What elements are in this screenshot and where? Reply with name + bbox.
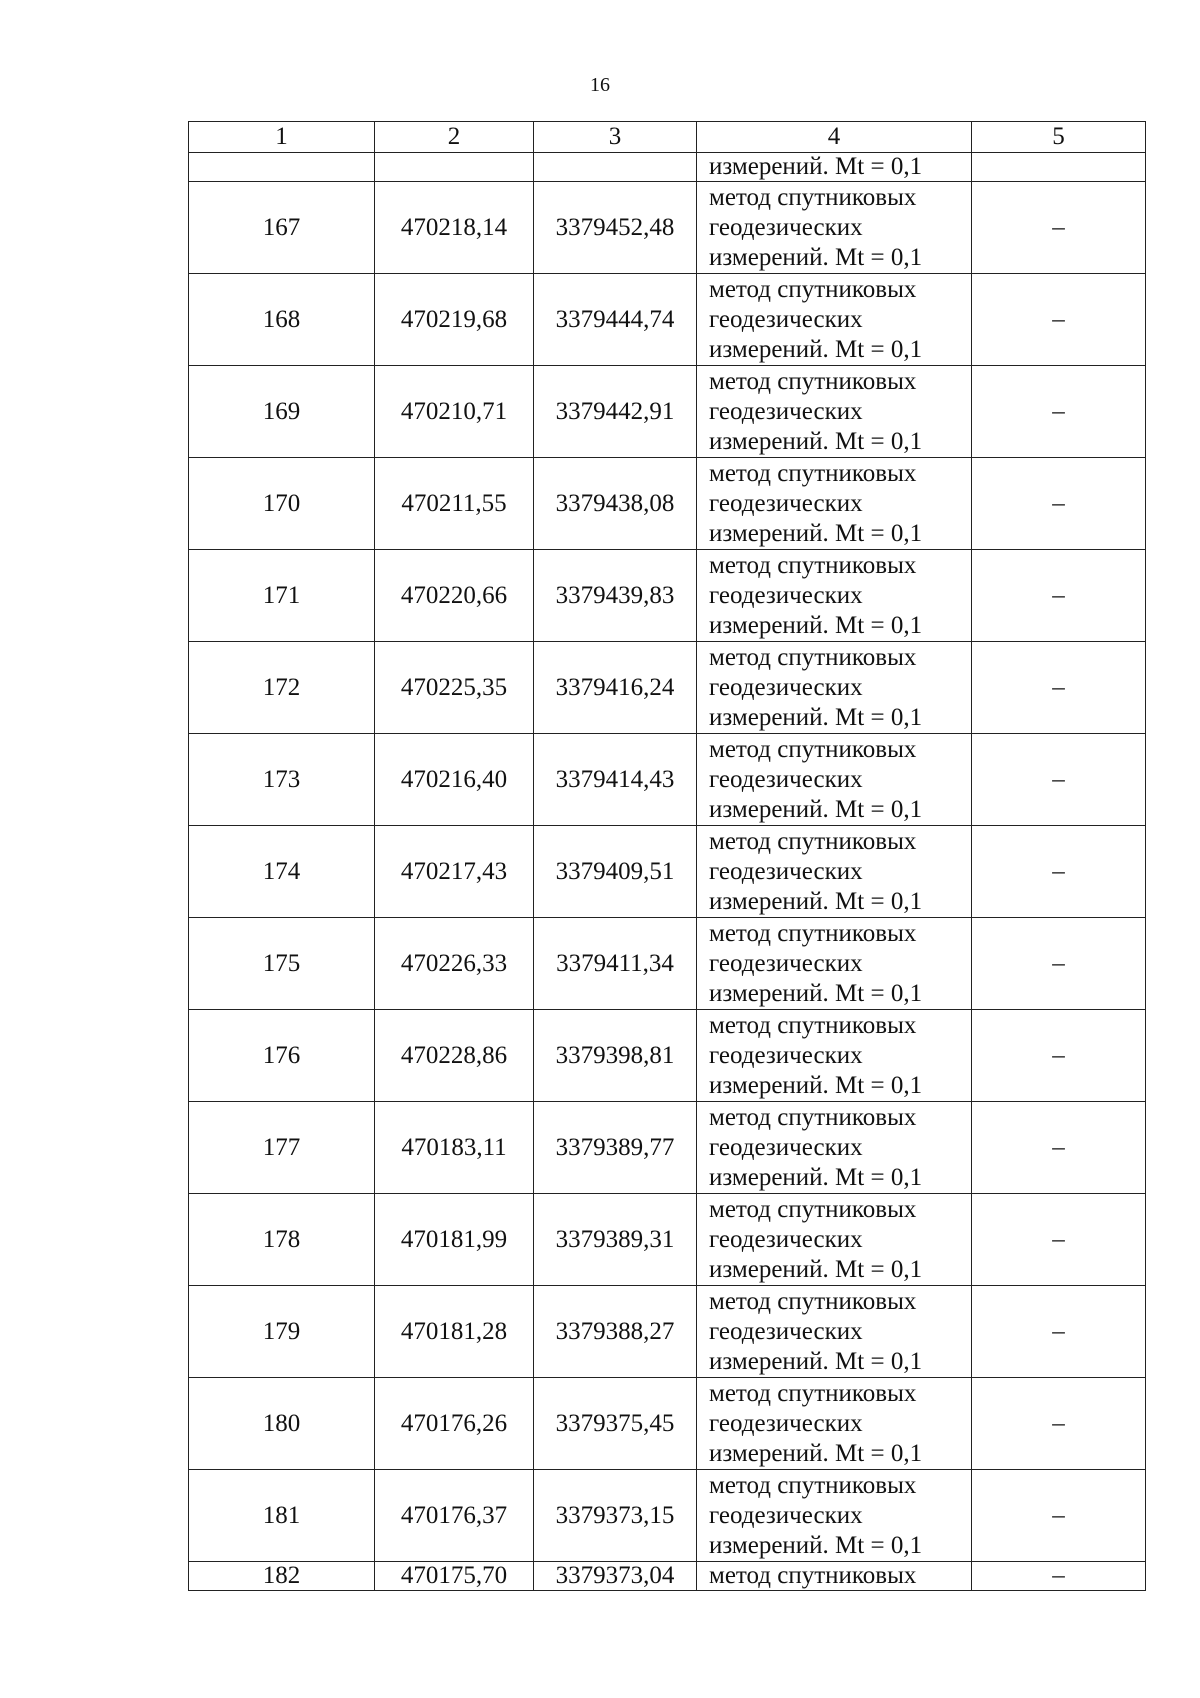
method-line: метод спутниковых [709,459,917,487]
method-line: метод спутниковых [709,1379,917,1407]
method-line: метод спутниковых [709,919,917,947]
point-number-cell: 171 [189,550,375,642]
method-line: метод спутниковых [709,367,917,395]
note-cell: – [972,642,1146,734]
method-line: геодезических [709,1133,863,1161]
method-line: геодезических [709,857,863,885]
point-number-cell: 175 [189,918,375,1010]
point-number-cell: 173 [189,734,375,826]
note-cell: – [972,274,1146,366]
method-cell [697,826,972,918]
method-line: геодезических [709,581,863,609]
column-header: 5 [972,122,1146,153]
method-cell [697,182,972,274]
method-line: метод спутниковых [709,735,917,763]
y-coordinate-cell: 3379389,31 [534,1194,697,1286]
method-line: метод спутниковых [709,183,917,211]
y-coordinate-cell: 3379452,48 [534,182,697,274]
method-cell [697,274,972,366]
y-coordinate-cell: 3379439,83 [534,550,697,642]
method-line: измерений. Mt = 0,1 [709,979,923,1007]
note-cell: – [972,366,1146,458]
x-coordinate-cell: 470220,66 [375,550,534,642]
table-row-partial [189,1562,1146,1591]
table-row [189,182,1146,274]
x-coordinate-cell: 470181,28 [375,1286,534,1378]
x-coordinate-cell: 470211,55 [375,458,534,550]
method-cell [697,1470,972,1562]
note-cell: – [972,734,1146,826]
y-coordinate-cell [534,153,697,182]
method-line: измерений. Mt = 0,1 [709,795,923,823]
table-row [189,458,1146,550]
method-line: измерений. Mt = 0,1 [709,1255,923,1283]
y-coordinate-cell: 3379398,81 [534,1010,697,1102]
method-line: измерений. Mt = 0,1 [709,1163,923,1191]
y-coordinate-cell: 3379442,91 [534,366,697,458]
method-cell [697,366,972,458]
method-cell [697,1286,972,1378]
method-cell [697,642,972,734]
note-cell: – [972,182,1146,274]
method-line: геодезических [709,213,863,241]
y-coordinate-cell: 3379414,43 [534,734,697,826]
point-number-cell: 176 [189,1010,375,1102]
y-coordinate-cell: 3379444,74 [534,274,697,366]
table-row [189,826,1146,918]
y-coordinate-cell: 3379389,77 [534,1102,697,1194]
method-cell [697,458,972,550]
method-line: измерений. Mt = 0,1 [709,1439,923,1467]
note-cell: – [972,1286,1146,1378]
table-row [189,1470,1146,1562]
table-row [189,1286,1146,1378]
method-cell [697,550,972,642]
note-cell: – [972,458,1146,550]
note-cell: – [972,550,1146,642]
method-line: измерений. Mt = 0,1 [709,335,923,363]
note-cell: – [972,1102,1146,1194]
point-number-cell: 178 [189,1194,375,1286]
method-line: измерений. Mt = 0,1 [709,427,923,455]
method-line: метод спутниковых [709,827,917,855]
table-row [189,1010,1146,1102]
x-coordinate-cell: 470228,86 [375,1010,534,1102]
column-header: 3 [534,122,697,153]
method-cell [697,1378,972,1470]
note-cell: – [972,826,1146,918]
y-coordinate-cell: 3379409,51 [534,826,697,918]
method-cell [697,1102,972,1194]
point-number-cell [189,153,375,182]
method-line: геодезических [709,1409,863,1437]
method-cell: метод спутниковых [697,1562,972,1591]
method-line: измерений. Mt = 0,1 [709,243,923,271]
method-line: измерений. Mt = 0,1 [709,519,923,547]
y-coordinate-cell: 3379416,24 [534,642,697,734]
x-coordinate-cell: 470218,14 [375,182,534,274]
method-line: метод спутниковых [709,643,917,671]
method-line: измерений. Mt = 0,1 [709,703,923,731]
x-coordinate-cell: 470210,71 [375,366,534,458]
method-line: измерений. Mt = 0,1 [709,1071,923,1099]
method-line: геодезических [709,1317,863,1345]
point-number-cell: 179 [189,1286,375,1378]
method-line: метод спутниковых [709,275,917,303]
method-line: измерений. Mt = 0,1 [709,1347,923,1375]
method-line: геодезических [709,1225,863,1253]
y-coordinate-cell: 3379375,45 [534,1378,697,1470]
table-row [189,1102,1146,1194]
method-line: метод спутниковых [709,1195,917,1223]
method-line: геодезических [709,397,863,425]
x-coordinate-cell: 470226,33 [375,918,534,1010]
point-number-cell: 168 [189,274,375,366]
column-header: 2 [375,122,534,153]
point-number-cell: 180 [189,1378,375,1470]
method-line: геодезических [709,949,863,977]
method-line: метод спутниковых [709,1287,917,1315]
method-line: метод спутниковых [709,1103,917,1131]
x-coordinate-cell: 470181,99 [375,1194,534,1286]
method-line: измерений. Mt = 0,1 [709,1531,923,1559]
note-cell: – [972,1470,1146,1562]
column-header: 1 [189,122,375,153]
point-number-cell: 177 [189,1102,375,1194]
method-line: измерений. Mt = 0,1 [709,887,923,915]
table-row [189,642,1146,734]
x-coordinate-cell: 470219,68 [375,274,534,366]
note-cell: – [972,1562,1146,1591]
x-coordinate-cell: 470225,35 [375,642,534,734]
x-coordinate-cell: 470176,26 [375,1378,534,1470]
column-header: 4 [697,122,972,153]
y-coordinate-cell: 3379438,08 [534,458,697,550]
x-coordinate-cell: 470176,37 [375,1470,534,1562]
table-row [189,550,1146,642]
method-line: геодезических [709,489,863,517]
method-cell [697,1010,972,1102]
coordinates-table [188,121,1146,1591]
table-row [189,1378,1146,1470]
method-line: метод спутниковых [709,1011,917,1039]
x-coordinate-cell: 470183,11 [375,1102,534,1194]
table-row [189,274,1146,366]
method-cell [697,734,972,826]
note-cell: – [972,1378,1146,1470]
continued-row [189,153,1146,182]
note-cell: – [972,918,1146,1010]
point-number-cell: 174 [189,826,375,918]
method-cell: измерений. Mt = 0,1 [697,153,972,182]
method-cell [697,918,972,1010]
x-coordinate-cell: 470175,70 [375,1562,534,1591]
point-number-cell: 170 [189,458,375,550]
note-cell: – [972,1194,1146,1286]
method-cell [697,1194,972,1286]
table-row [189,1194,1146,1286]
x-coordinate-cell: 470217,43 [375,826,534,918]
point-number-cell: 182 [189,1562,375,1591]
method-line: измерений. Mt = 0,1 [709,611,923,639]
note-cell: – [972,1010,1146,1102]
y-coordinate-cell: 3379373,15 [534,1470,697,1562]
note-cell [972,153,1146,182]
y-coordinate-cell: 3379373,04 [534,1562,697,1591]
page-number: 16 [590,74,610,96]
point-number-cell: 169 [189,366,375,458]
y-coordinate-cell: 3379388,27 [534,1286,697,1378]
method-line: геодезических [709,305,863,333]
table-row [189,366,1146,458]
method-line: метод спутниковых [709,551,917,579]
table-row [189,734,1146,826]
y-coordinate-cell: 3379411,34 [534,918,697,1010]
x-coordinate-cell [375,153,534,182]
method-line: геодезических [709,1041,863,1069]
table-row [189,918,1146,1010]
point-number-cell: 172 [189,642,375,734]
table-header-row [189,122,1146,153]
method-line: геодезических [709,1501,863,1529]
method-line: метод спутниковых [709,1471,917,1499]
point-number-cell: 167 [189,182,375,274]
method-line: геодезических [709,673,863,701]
x-coordinate-cell: 470216,40 [375,734,534,826]
point-number-cell: 181 [189,1470,375,1562]
method-line: геодезических [709,765,863,793]
